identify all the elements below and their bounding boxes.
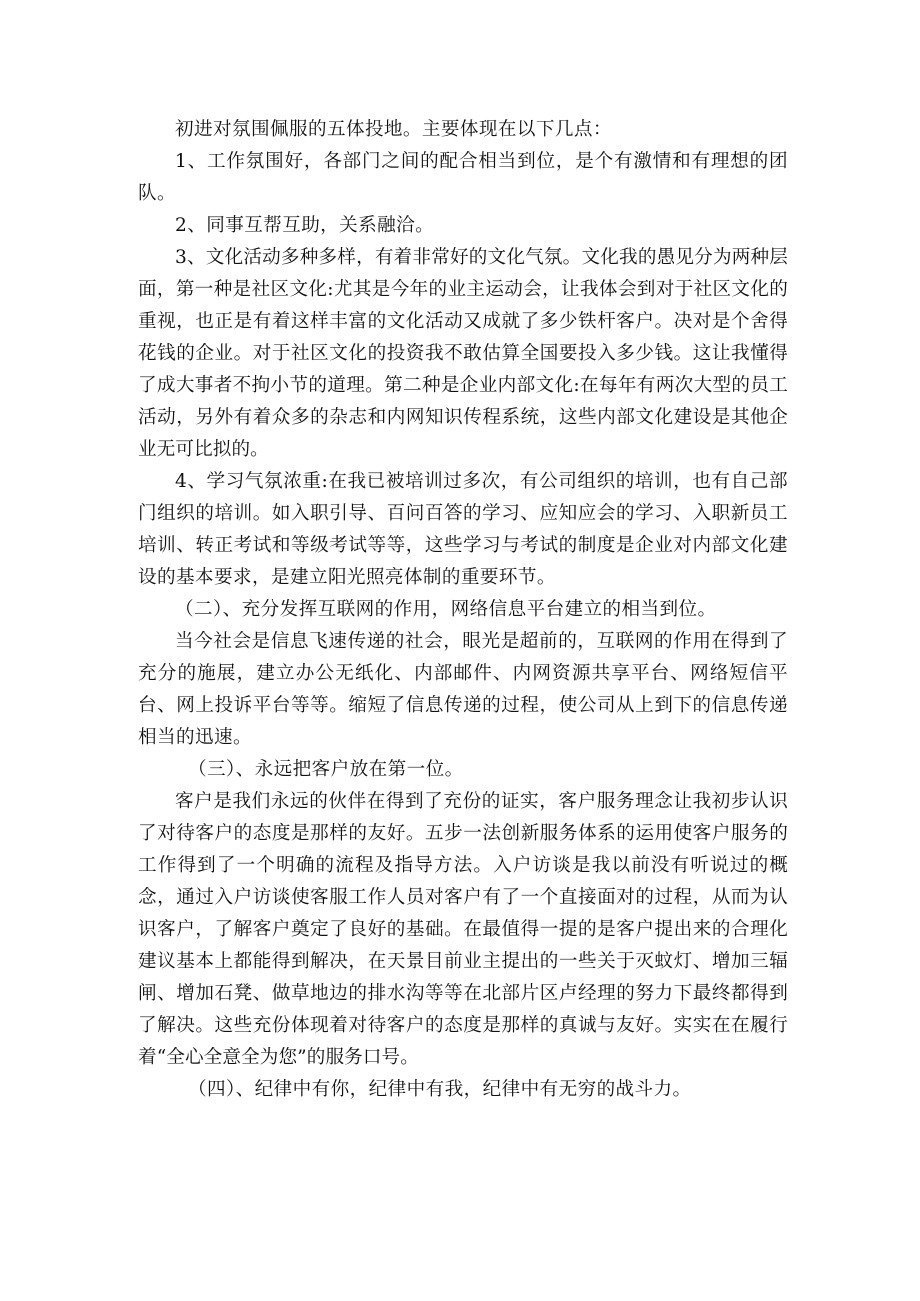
paragraph-point-4: 4、学习气氛浓重:在我已被培训过多次，有公司组织的培训，也有自己部门组织的培训。如入职引导、百问百答的学习、应知应会的学习、入职新员工培训、转正考试和等级考试等等，这些学习与考试的制度是企业对内部文化建设的基本要求，是建立阳光照亮体制的重要环节。 <box>138 471 788 588</box>
section-heading-2: （二）、充分发挥互联网的作用，网络信息平台建立的相当到位。 <box>175 599 717 620</box>
paragraph-point-3: 3、文化活动多种多样，有着非常好的文化气氛。文化我的愚见分为两种层面，第一种是社区文化:尤其是今年的业主运动会，让我体会到对于社区文化的重视，也正是有着这样丰富的文化活动又成就了多少铁杆客户。决对是个舍得花钱的企业。对于社区文化的投资我不敢估算全国要投入多少钱。这让我懂得了成大事者不拘小节的道理。第二种是企业内部文化:在每年有两次大型的员工活动，另外有着众多的杂志和内网知识传程系统，这些内部文化建设是其他企业无可比拟的。 <box>138 247 788 460</box>
paragraph-internet: 当今社会是信息飞速传递的社会，眼光是超前的，互联网的作用在得到了充分的施展，建立办公无纸化、内部邮件、内网资源共享平台、网络短信平台、网上投诉平台等等。缩短了信息传递的过程，使公司从上到下的信息传递相当的迅速。 <box>138 631 788 748</box>
paragraph-customer: 客户是我们永远的伙伴在得到了充份的证实，客户服务理念让我初步认识了对待客户的态度是那样的友好。五步一法创新服务体系的运用使客户服务的工作得到了一个明确的流程及指导方法。入户访谈是我以前没有听说过的概念，通过入户访谈使客服工作人员对客户有了一个直接面对的过程，从而为认识客户，了解客户奠定了良好的基础。在最值得一提的是客户提出来的合理化建议基本上都能得到解决，在天景目前业主提出的一些关于灭蚊灯、增加三辐闸、增加石凳、做草地边的排水沟等等在北部片区卢经理的努力下最终都得到了解决。这些充份体现着对待客户的态度是那样的真诚与友好。实实在在履行着“全心全意全为您”的服务口号。 <box>138 791 788 1068</box>
paragraph-point-1: 1、工作氛围好，各部门之间的配合相当到位，是个有激情和有理想的团队。 <box>138 151 788 204</box>
section-heading-4: （四）、纪律中有你，纪律中有我，纪律中有无穷的战斗力。 <box>188 1079 692 1100</box>
paragraph-point-2: 2、同事互帮互助，关系融洽。 <box>175 215 435 236</box>
section-heading-3: （三）、永远把客户放在第一位。 <box>188 759 464 780</box>
paragraph-intro: 初进对氛围佩服的五体投地。主要体现在以下几点： <box>175 119 612 140</box>
document-body <box>138 114 788 1106</box>
